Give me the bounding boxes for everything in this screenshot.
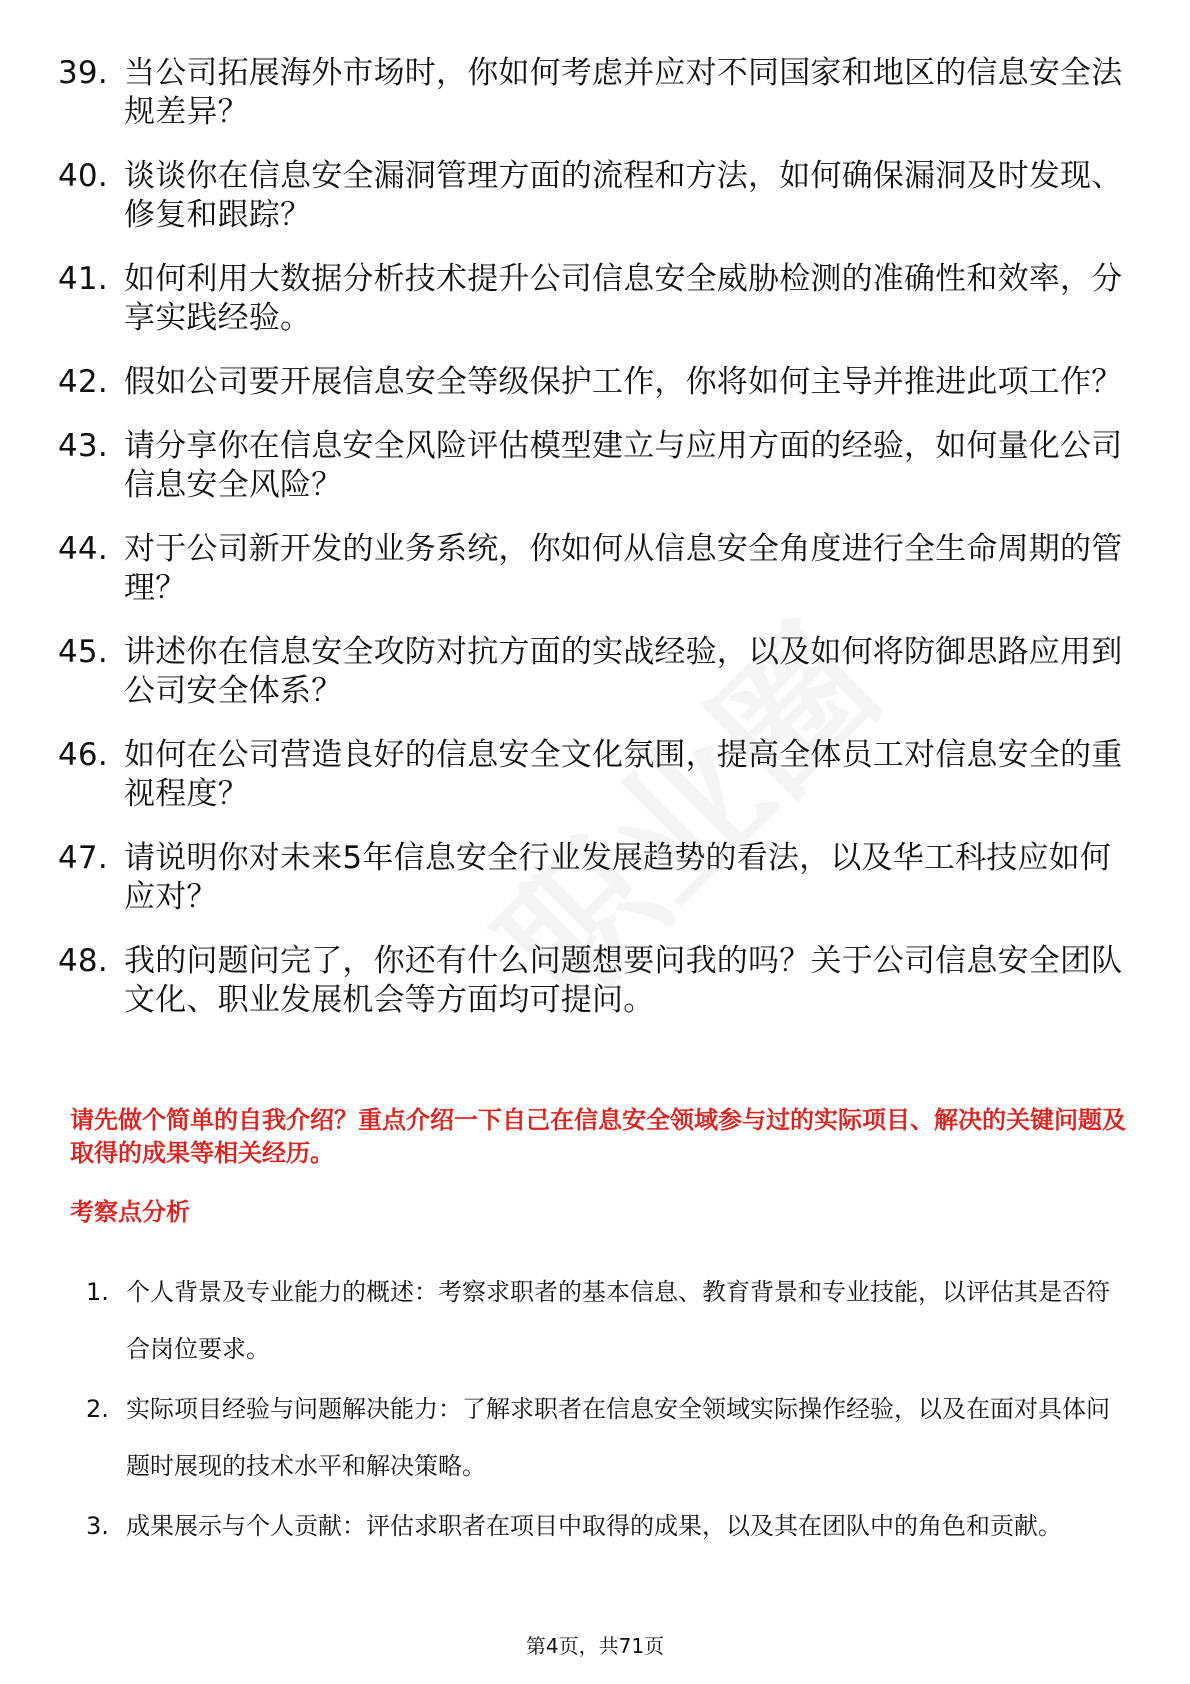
question-item — [58, 530, 1138, 608]
intro-question: 请先做个简单的自我介绍？重点介绍一下自己在信息安全领域参与过的实际项目、解决的关键问题及取得的成果等相关经历。 — [70, 1106, 1126, 1167]
question-number: 41. — [58, 261, 108, 297]
question-text: 请分享你在信息安全风险评估模型建立与应用方面的经验，如何量化公司信息安全风险？ — [124, 428, 1123, 503]
question-item — [58, 54, 1138, 132]
analysis-text: 成果展示与个人贡献：评估求职者在项目中取得的成果，以及其在团队中的角色和贡献。 — [126, 1512, 1062, 1540]
analysis-item — [86, 1381, 1126, 1495]
analysis-text: 实际项目经验与问题解决能力：了解求职者在信息安全领域实际操作经验，以及在面对具体问题时展现的技术水平和解决策略。 — [126, 1395, 1110, 1480]
question-number: 47. — [58, 840, 108, 876]
question-number: 48. — [58, 943, 108, 979]
analysis-item — [86, 1498, 1126, 1555]
question-item — [58, 260, 1138, 338]
question-text: 谈谈你在信息安全漏洞管理方面的流程和方法，如何确保漏洞及时发现、修复和跟踪？ — [124, 158, 1123, 233]
question-text: 请说明你对未来5年信息安全行业发展趋势的看法，以及华工科技应如何应对？ — [124, 840, 1112, 915]
question-number: 46. — [58, 737, 108, 773]
question-text: 如何利用大数据分析技术提升公司信息安全威胁检测的准确性和效率，分享实践经验。 — [124, 261, 1123, 336]
question-item — [58, 839, 1138, 917]
question-item — [58, 942, 1138, 1020]
question-number: 39. — [58, 55, 108, 91]
analysis-list — [86, 1264, 1126, 1558]
question-number: 40. — [58, 158, 108, 194]
question-list — [58, 54, 1138, 1045]
question-number: 42. — [58, 364, 108, 400]
analysis-number: 1. — [86, 1278, 109, 1306]
question-number: 44. — [58, 531, 108, 567]
question-text: 当公司拓展海外市场时，你如何考虑并应对不同国家和地区的信息安全法规差异？ — [124, 55, 1123, 130]
question-text: 如何在公司营造良好的信息安全文化氛围，提高全体员工对信息安全的重视程度？ — [124, 737, 1123, 812]
question-text: 讲述你在信息安全攻防对抗方面的实战经验，以及如何将防御思路应用到公司安全体系？ — [124, 634, 1123, 709]
analysis-text: 个人背景及专业能力的概述：考察求职者的基本信息、教育背景和专业技能，以评估其是否符合岗位要求。 — [126, 1278, 1110, 1363]
question-number: 43. — [58, 428, 108, 464]
question-text: 对于公司新开发的业务系统，你如何从信息安全角度进行全生命周期的管理？ — [124, 531, 1123, 606]
question-item — [58, 157, 1138, 235]
question-item — [58, 427, 1138, 505]
question-item — [58, 736, 1138, 814]
analysis-item — [86, 1264, 1126, 1378]
question-text: 我的问题问完了，你还有什么问题想要问我的吗？关于公司信息安全团队文化、职业发展机会等方面均可提问。 — [124, 943, 1123, 1018]
question-text: 假如公司要开展信息安全等级保护工作，你将如何主导并推进此项工作？ — [124, 364, 1123, 400]
analysis-number: 2. — [86, 1395, 109, 1423]
analysis-number: 3. — [86, 1512, 109, 1540]
question-item — [58, 363, 1138, 402]
section-title: 考察点分析 — [70, 1198, 190, 1226]
page-footer: 第4页，共71页 — [525, 1634, 665, 1658]
question-number: 45. — [58, 634, 108, 670]
question-item — [58, 633, 1138, 711]
